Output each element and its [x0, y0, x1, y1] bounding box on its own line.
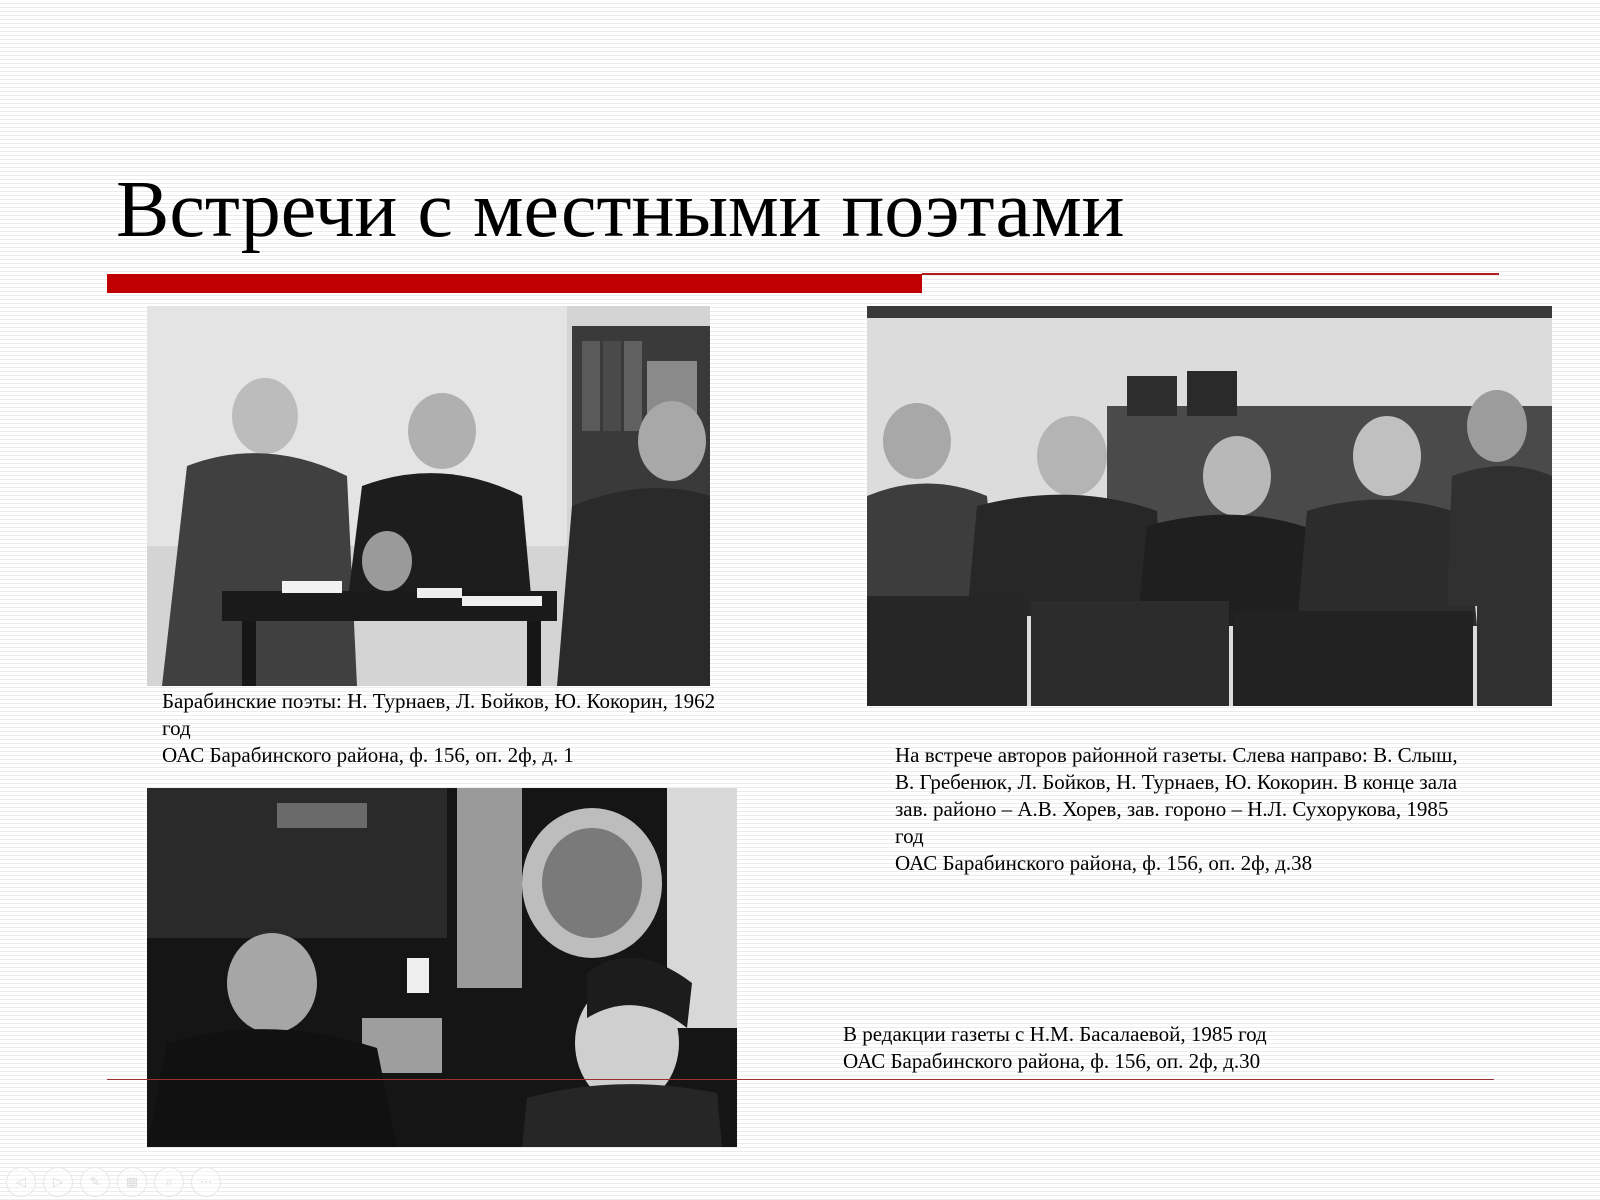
caption-line: ОАС Барабинского района, ф. 156, оп. 2ф, д. 1 [162, 743, 574, 767]
title-accent-bar [107, 274, 922, 293]
caption-line: ОАС Барабинского района, ф. 156, оп. 2ф, д.38 [895, 851, 1313, 875]
caption-line: год [895, 824, 924, 848]
zoom-icon[interactable]: ⌕ [154, 1167, 184, 1197]
photo-editorial-office [147, 788, 737, 1147]
more-icon[interactable]: ⋯ [191, 1167, 221, 1197]
caption-authors-meeting [895, 742, 1515, 877]
caption-line: Барабинские поэты: Н. Турнаев, Л. Бойков, Ю. Кокорин, 1962 [162, 689, 716, 713]
caption-poets [162, 688, 782, 769]
caption-line: год [162, 716, 191, 740]
caption-line: зав. районо – А.В. Хорев, зав. гороно – Н.Л. Сухорукова, 1985 [895, 797, 1449, 821]
photo-authors-meeting-hall [867, 306, 1552, 706]
slide-title: Встречи с местными поэтами [116, 166, 1125, 254]
next-arrow-icon[interactable]: ▷ [43, 1167, 73, 1197]
pen-icon[interactable]: ✎ [80, 1167, 110, 1197]
caption-line: На встрече авторов районной газеты. Слева направо: В. Слыш, [895, 743, 1458, 767]
title-underline [922, 273, 1499, 275]
caption-line: В. Гребенюк, Л. Бойков, Н. Турнаев, Ю. Кокорин. В конце зала [895, 770, 1458, 794]
caption-line: ОАС Барабинского района, ф. 156, оп. 2ф, д.30 [843, 1049, 1261, 1073]
photo-poets-at-table [147, 306, 710, 686]
footer-divider [107, 1079, 1494, 1080]
caption-editorial-office [843, 1021, 1463, 1075]
caption-line: В редакции газеты с Н.М. Басалаевой, 1985 год [843, 1022, 1267, 1046]
slides-icon[interactable]: ▦ [117, 1167, 147, 1197]
slideshow-nav-bar [6, 1167, 221, 1197]
prev-arrow-icon[interactable]: ◁ [6, 1167, 36, 1197]
